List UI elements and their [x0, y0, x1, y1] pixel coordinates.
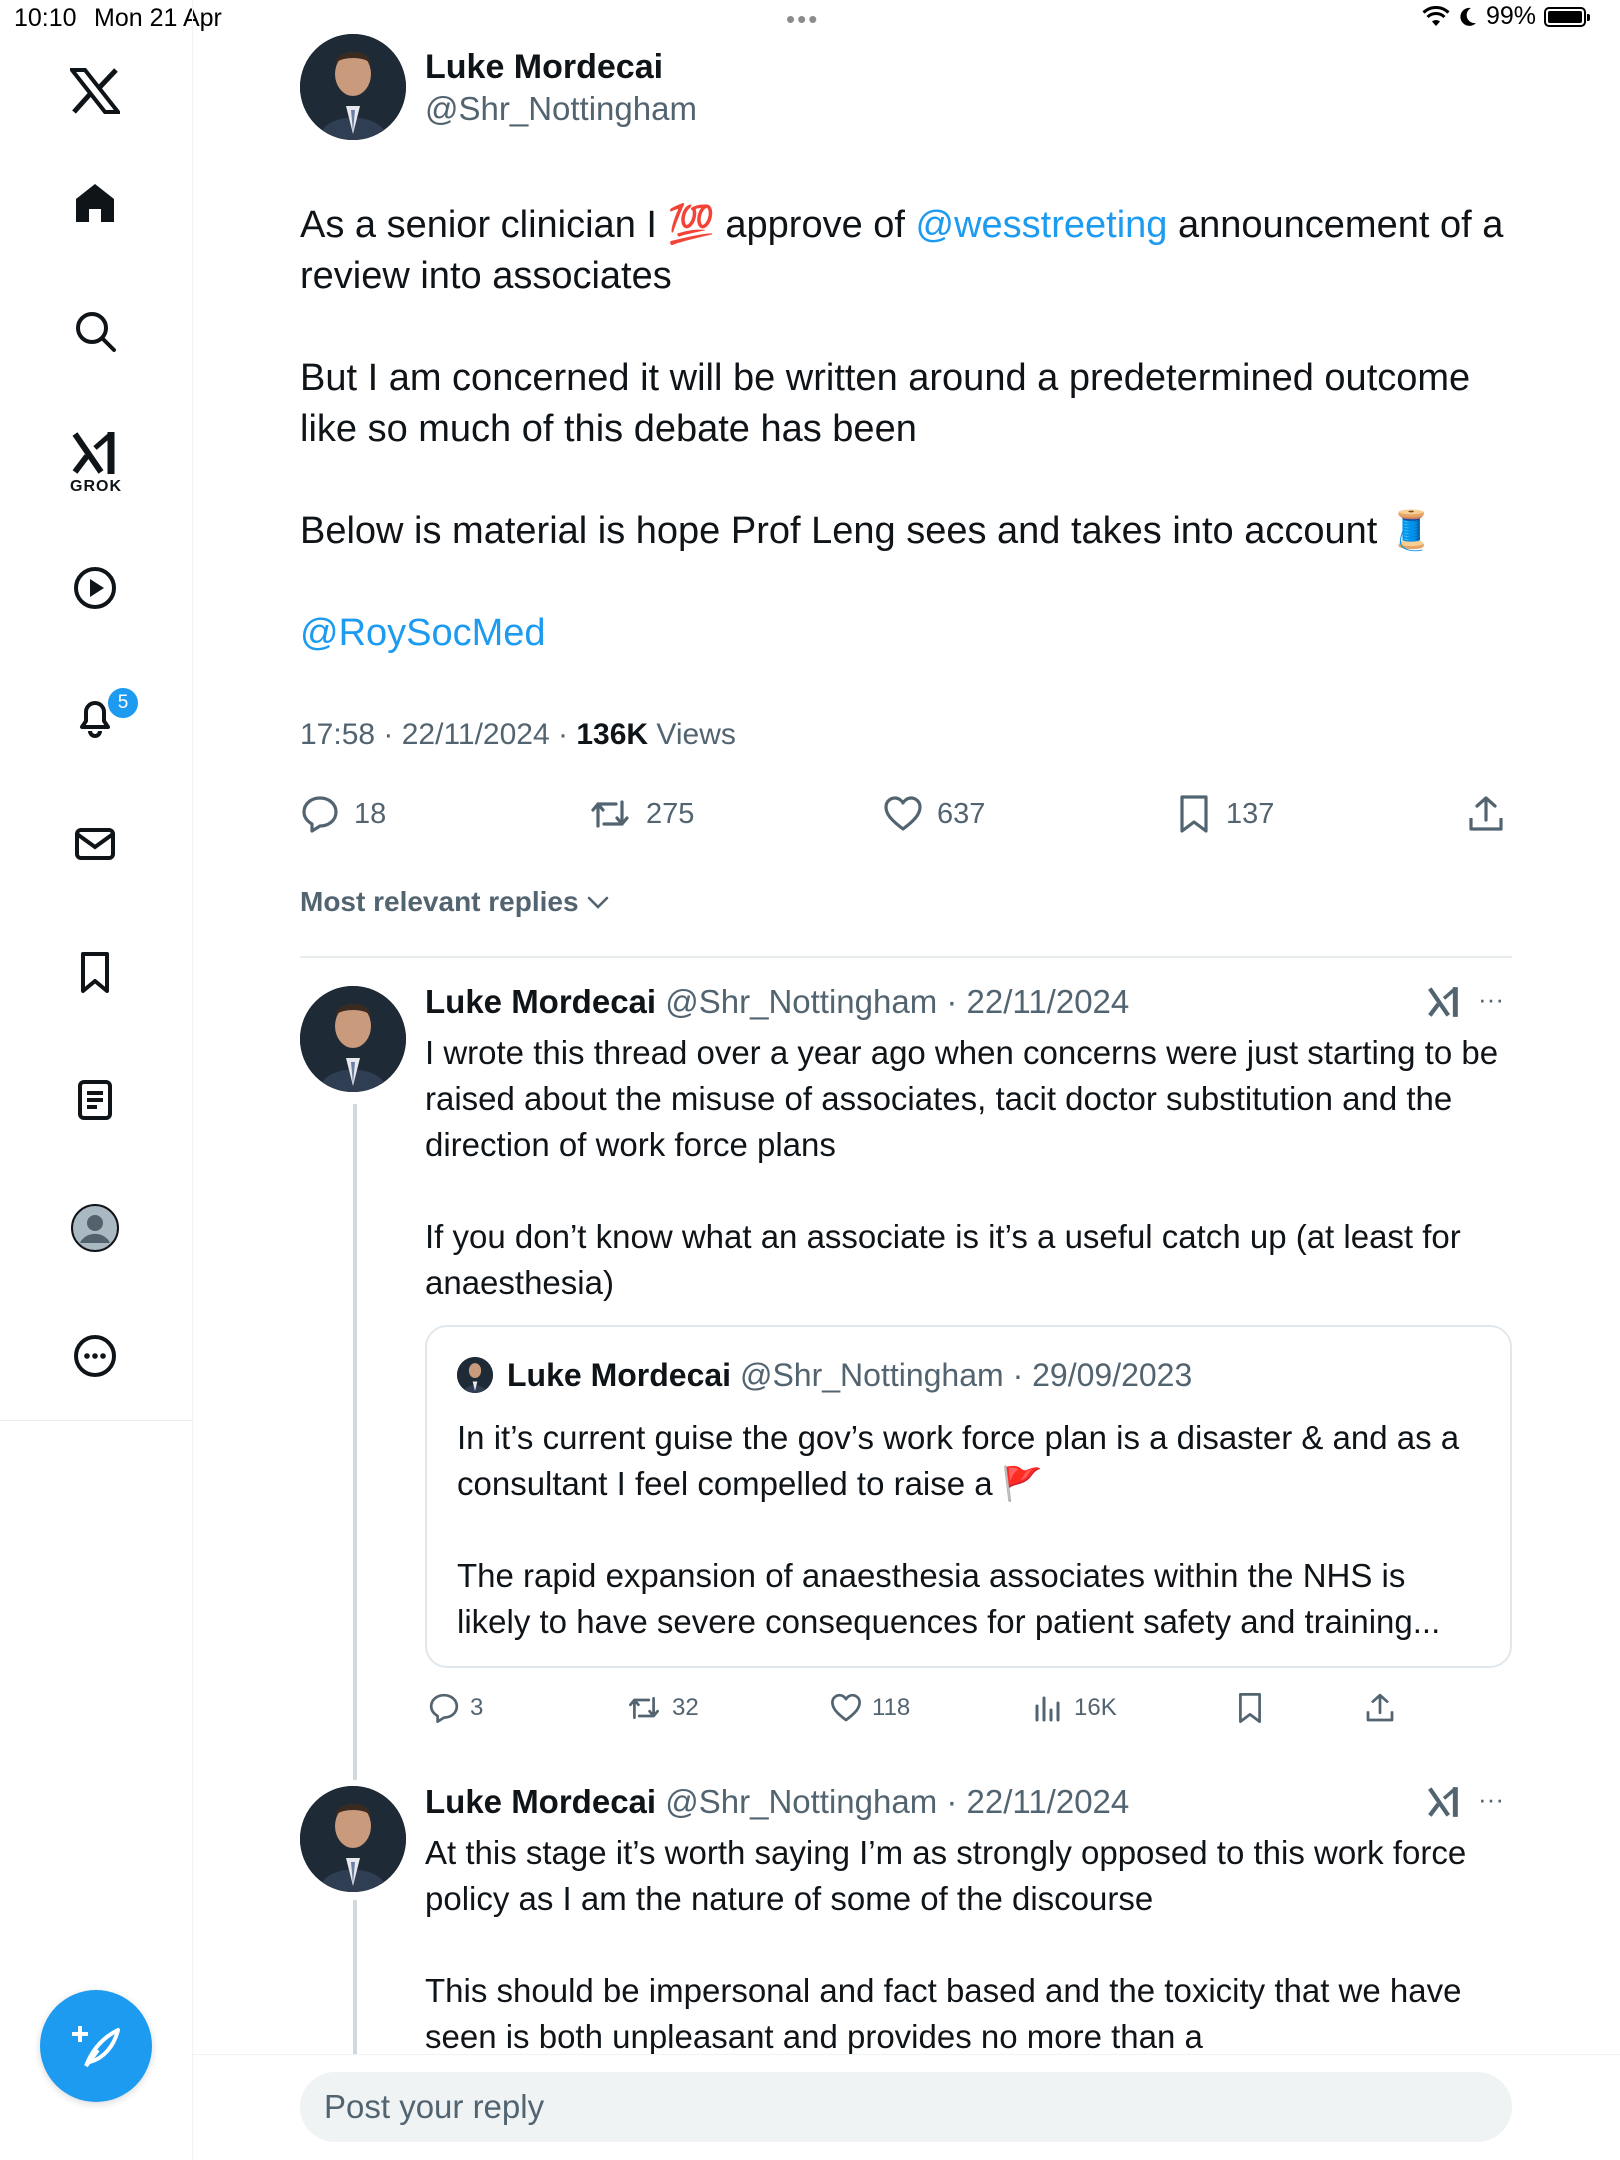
home-icon[interactable] — [62, 170, 128, 236]
views-count: 136K — [576, 718, 649, 751]
mention-roysocmed[interactable]: @RoySocMed — [300, 612, 546, 654]
quote-meta: @Shr_Nottingham · 29/09/2023 — [739, 1357, 1193, 1393]
notifications-badge: 5 — [106, 686, 140, 720]
author-handle[interactable]: @Shr_Nottingham — [425, 90, 697, 127]
reply-2-grok-button[interactable] — [1427, 1785, 1461, 1824]
repost-icon — [626, 1692, 662, 1724]
reply-1-grok-button[interactable] — [1427, 985, 1461, 1024]
sidebar — [0, 0, 193, 2160]
heart-icon — [883, 794, 923, 834]
share-button[interactable] — [1466, 794, 1506, 839]
post-timestamp[interactable]: 17:58 · 22/11/2024 · — [300, 718, 577, 751]
status-time: 10:10 — [14, 4, 77, 32]
reply-1-share-button[interactable] — [1364, 1692, 1396, 1729]
reply-1-bookmark-button[interactable] — [1235, 1692, 1265, 1729]
mention-wesstreeting[interactable]: @wesstreeting — [915, 204, 1168, 246]
reply-1-like-action[interactable]: 118 — [830, 1692, 910, 1724]
analytics-bars-icon — [1032, 1692, 1064, 1724]
reply-1-paragraph-2: If you don’t know what an associate is it’s a useful catch up (at least for anaesthesia) — [425, 1218, 1461, 1301]
quote-avatar — [457, 1357, 493, 1393]
lists-icon[interactable] — [62, 1067, 128, 1133]
reply-bar-divider — [192, 2054, 1620, 2055]
bookmarks-icon[interactable] — [62, 939, 128, 1005]
repost-action[interactable]: 275 — [588, 794, 694, 834]
repost-icon — [588, 794, 632, 834]
reply-1-body — [425, 1030, 1515, 1306]
profile-avatar-icon[interactable] — [62, 1195, 128, 1261]
reply-1-reply-action[interactable]: 3 — [428, 1692, 483, 1724]
grok-icon — [1427, 1785, 1461, 1819]
wifi-icon — [1422, 6, 1450, 28]
battery-icon — [1544, 7, 1586, 27]
reply-icon — [428, 1692, 460, 1724]
post-timestamp-views — [300, 718, 736, 752]
reply-2-avatar[interactable] — [300, 1786, 406, 1892]
thread-connector — [353, 1104, 357, 1780]
battery-percent: 99% — [1486, 2, 1537, 30]
thread-connector-2 — [353, 1900, 357, 2060]
views-label: Views — [648, 718, 736, 751]
video-icon[interactable] — [62, 555, 128, 621]
share-icon — [1466, 794, 1506, 834]
reply-2-author[interactable]: Luke Mordecai — [425, 1783, 657, 1820]
like-action[interactable]: 637 — [883, 794, 985, 834]
reply-1-paragraph-1: I wrote this thread over a year ago when concerns were just starting to be raised about the misuse of associates, tacit doctor substitution and the direction of work force plans — [425, 1034, 1499, 1163]
author-name[interactable]: Luke Mordecai — [425, 48, 664, 86]
reply-1-views-action[interactable]: 16K — [1032, 1692, 1117, 1724]
moon-icon — [1458, 6, 1478, 28]
reply-1-author[interactable]: Luke Mordecai — [425, 983, 657, 1020]
quote-paragraph-1: In it’s current guise the gov’s work force plan is a disaster & and as a consultant I feel compelled to raise a 🚩 — [457, 1419, 1460, 1502]
share-icon — [1364, 1692, 1396, 1724]
reply-1-avatar[interactable] — [300, 986, 406, 1092]
reply-2-paragraph-2: This should be impersonal and fact based and the toxicity that we have seen is both unpleasant and provides no more than a — [425, 1972, 1462, 2054]
chevron-down-icon — [585, 891, 611, 913]
reply-1-meta: @Shr_Nottingham · 22/11/2024 — [665, 983, 1130, 1020]
grok-label: GROK — [70, 478, 122, 495]
bookmark-icon — [1235, 1692, 1265, 1724]
reply-input[interactable]: Post your reply — [300, 2072, 1512, 2142]
reply-action[interactable]: 18 — [300, 794, 386, 834]
quote-header — [507, 1357, 1192, 1394]
quote-body — [457, 1415, 1487, 1645]
thread-spool-emoji: 🧵 — [1387, 510, 1436, 552]
quote-paragraph-2: The rapid expansion of anaesthesia associates within the NHS is likely to have severe consequences for patient safety and training... — [457, 1557, 1441, 1640]
multitasking-dots[interactable]: ••• — [786, 4, 820, 34]
post-paragraph-2: But I am concerned it will be written around a predetermined outcome like so much of this debate has been — [300, 357, 1471, 450]
x-logo-icon[interactable] — [62, 58, 128, 124]
author-avatar[interactable] — [300, 34, 406, 140]
reply-2-paragraph-1: At this stage it’s worth saying I’m as strongly opposed to this work force policy as I am the nature of some of the discourse — [425, 1834, 1467, 1917]
post-body — [300, 200, 1520, 710]
bookmark-action[interactable]: 137 — [1176, 794, 1274, 834]
bookmark-icon — [1176, 794, 1212, 834]
status-date: Mon 21 Apr — [94, 4, 222, 32]
quote-author: Luke Mordecai — [507, 1357, 732, 1393]
reply-2-meta: @Shr_Nottingham · 22/11/2024 — [665, 1783, 1130, 1820]
red-flag-emoji: 🚩 — [1001, 1465, 1043, 1502]
post-paragraph-4 — [300, 608, 1520, 659]
reply-1-header — [425, 983, 1129, 1021]
post-paragraph-3: Below is material is hope Prof Leng sees and takes into account 🧵 — [300, 510, 1436, 552]
feather-plus-icon — [68, 2018, 124, 2074]
heart-icon — [830, 1692, 862, 1724]
reply-icon — [300, 794, 340, 834]
grok-icon[interactable] — [62, 420, 128, 486]
search-icon[interactable] — [62, 298, 128, 364]
more-options-icon[interactable] — [62, 1323, 128, 1389]
sort-replies-dropdown[interactable]: Most relevant replies — [300, 886, 611, 918]
sidebar-divider — [0, 1420, 192, 1421]
grok-icon — [1427, 985, 1461, 1019]
hundred-emoji: 💯 — [667, 204, 715, 246]
reply-1-more-button[interactable]: ··· — [1478, 984, 1504, 1014]
reply-1-repost-action[interactable]: 32 — [626, 1692, 699, 1724]
reply-2-body — [425, 1830, 1515, 2054]
replies-divider — [300, 956, 1512, 958]
reply-2-more-button[interactable]: ··· — [1478, 1784, 1504, 1814]
compose-post-button[interactable] — [40, 1990, 152, 2102]
quoted-post-card[interactable] — [425, 1325, 1512, 1668]
messages-envelope-icon[interactable] — [62, 811, 128, 877]
status-indicators — [1422, 2, 1586, 31]
post-paragraph-1: As a senior clinician I 💯 approve of @wesstreeting announcement of a review into associates — [300, 204, 1504, 297]
reply-2-header — [425, 1783, 1129, 1821]
